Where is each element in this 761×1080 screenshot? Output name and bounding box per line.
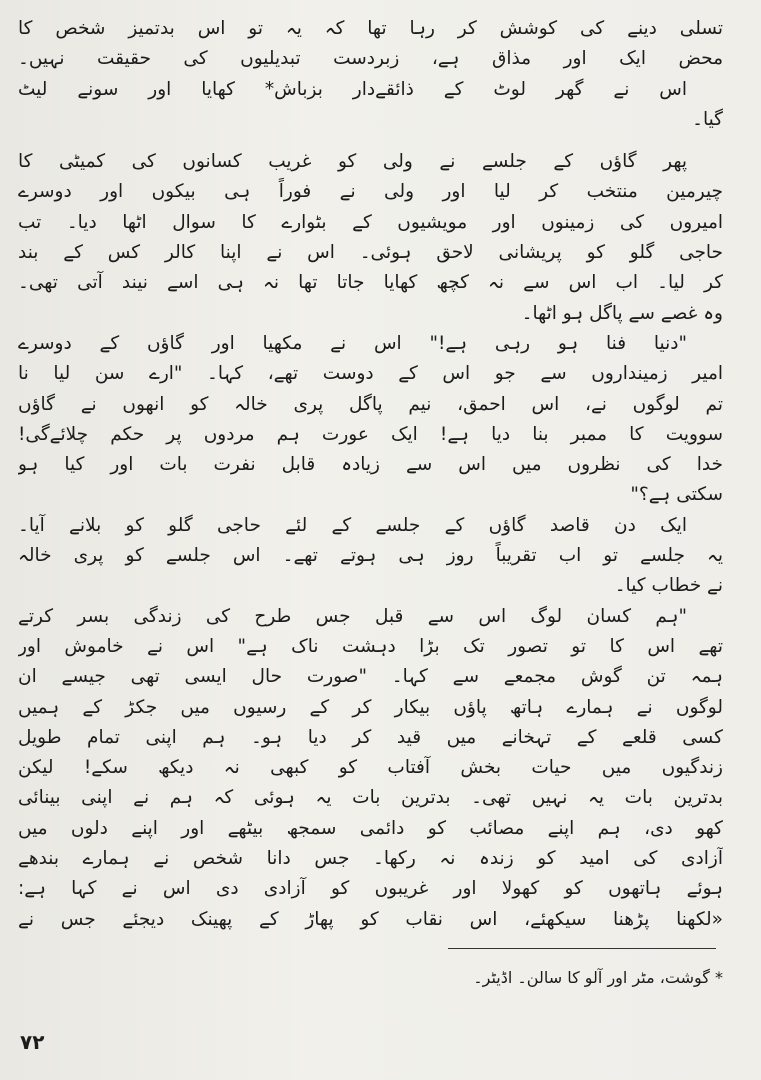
text-line: کسی قلعے کے تہخانے میں قید کر دیا ہو۔ ہم اپنی تمام طویل (18, 726, 723, 748)
text-line: کر لیا۔ اب اس سے نہ کچھ کھایا جاتا تھا نہ ہی اسے نیند آتی تھی۔ (18, 272, 723, 294)
footnote: * گوشت، مٹر اور آلو کا سالن۔ اڈیٹر۔ (473, 968, 723, 987)
text-line: لوگوں نے ہمارے ہاتھ پاؤں بیکار کر کے رسیوں میں جکڑ کے ہمیں (18, 696, 723, 718)
text-line: اس نے گھر لوٹ کے ذائقےدار بزباش* کھایا اور سونے لیٹ (18, 78, 687, 100)
text-line: ہمہ تن گوش مجمعے سے کہا۔ "صورت حال ایسی تھی جیسے ان (18, 666, 723, 688)
text-line: نے خطاب کیا۔ (614, 575, 723, 597)
text-line: «لکھنا پڑھنا سیکھئے، اس نقاب کو پھاڑ کے پھینک دیجئے جس نے (18, 908, 723, 930)
text-line: پھر گاؤں کے جلسے نے ولی کو غریب کسانوں کی کمیٹی کا (18, 151, 687, 173)
text-line: تسلی دینے کی کوشش کر رہا تھا کہ یہ تو اس بدتمیز شخص کا (18, 18, 723, 39)
text-line: امیر زمینداروں سے جو اس کے دوست تھے، کہا۔ "ارے سن لیا نا (18, 363, 723, 385)
text-line: تھے اس کا تو تصور تک بڑا دہشت ناک ہے" اس نے خاموش اور (18, 635, 723, 657)
text-line: حاجی گلو کو پریشانی لاحق ہوئی۔ اس نے اپنا کالر کس کے بند (18, 242, 723, 264)
text-line: امیروں کی زمینوں اور مویشیوں کے بٹوارے کا سوال اٹھا دیا۔ تب (18, 211, 723, 233)
text-line: سکتی ہے؟" (630, 484, 723, 506)
body-text (18, 14, 723, 935)
text-line: چیرمین منتخب کر لیا اور ولی نے فوراً ہی بیکوں اور دوسرے (18, 181, 723, 203)
text-line: وہ غصے سے پاگل ہو اٹھا۔ (521, 302, 723, 324)
text-line: خدا کی نظروں میں اس سے زیادہ قابل نفرت بات اور کیا ہو (18, 454, 723, 476)
text-line: محض ایک اور مذاق ہے، زبردست تبدیلیوں کی حقیقت نہیں۔ (18, 48, 723, 70)
text-line: آزادی کی امید کو زندہ نہ رکھا۔ جس دانا شخص نے ہمارے بندھے (18, 848, 723, 870)
footnote-divider (448, 948, 716, 949)
text-line: سوویت کا ممبر بنا دیا ہے! ایک عورت ہم مردوں پر حکم چلائےگی! (18, 423, 723, 445)
text-line: زندگیوں میں حیات بخش آفتاب کو کبھی نہ دیکھ سکے! لیکن (18, 757, 723, 779)
text-line: ہوئے ہاتھوں کو کھولا اور غریبوں کو آزادی دی اس نے کہا ہے: (18, 878, 723, 900)
text-line: تم لوگوں نے، اس احمق، نیم پاگل پری خالہ کو انھوں نے گاؤں (18, 393, 723, 415)
text-line: بدترین بات یہ نہیں تھی۔ بدترین بات یہ ہوئی کہ ہم نے اپنی بینائی (18, 787, 723, 809)
page-number: ۷۲ (20, 1030, 45, 1054)
text-line: "دنیا فنا ہو رہی ہے!" اس نے مکھیا اور گاؤں کے دوسرے (18, 332, 687, 354)
text-line: ایک دن قاصد گاؤں کے جلسے کے لئے حاجی گلو کو بلانے آیا۔ (18, 514, 687, 536)
text-line: یہ جلسے تو اب تقریباً روز ہی ہوتے تھے۔ اس جلسے کو پری خالہ (18, 545, 723, 567)
text-line: گیا۔ (692, 108, 723, 130)
text-line: "ہم کسان لوگ اس سے قبل جس طرح کی زندگی بسر کرتے (18, 605, 687, 627)
text-line: کھو دی، ہم اپنے مصائب کو دائمی سمجھ بیٹھے اور اپنے دلوں میں (18, 817, 723, 839)
